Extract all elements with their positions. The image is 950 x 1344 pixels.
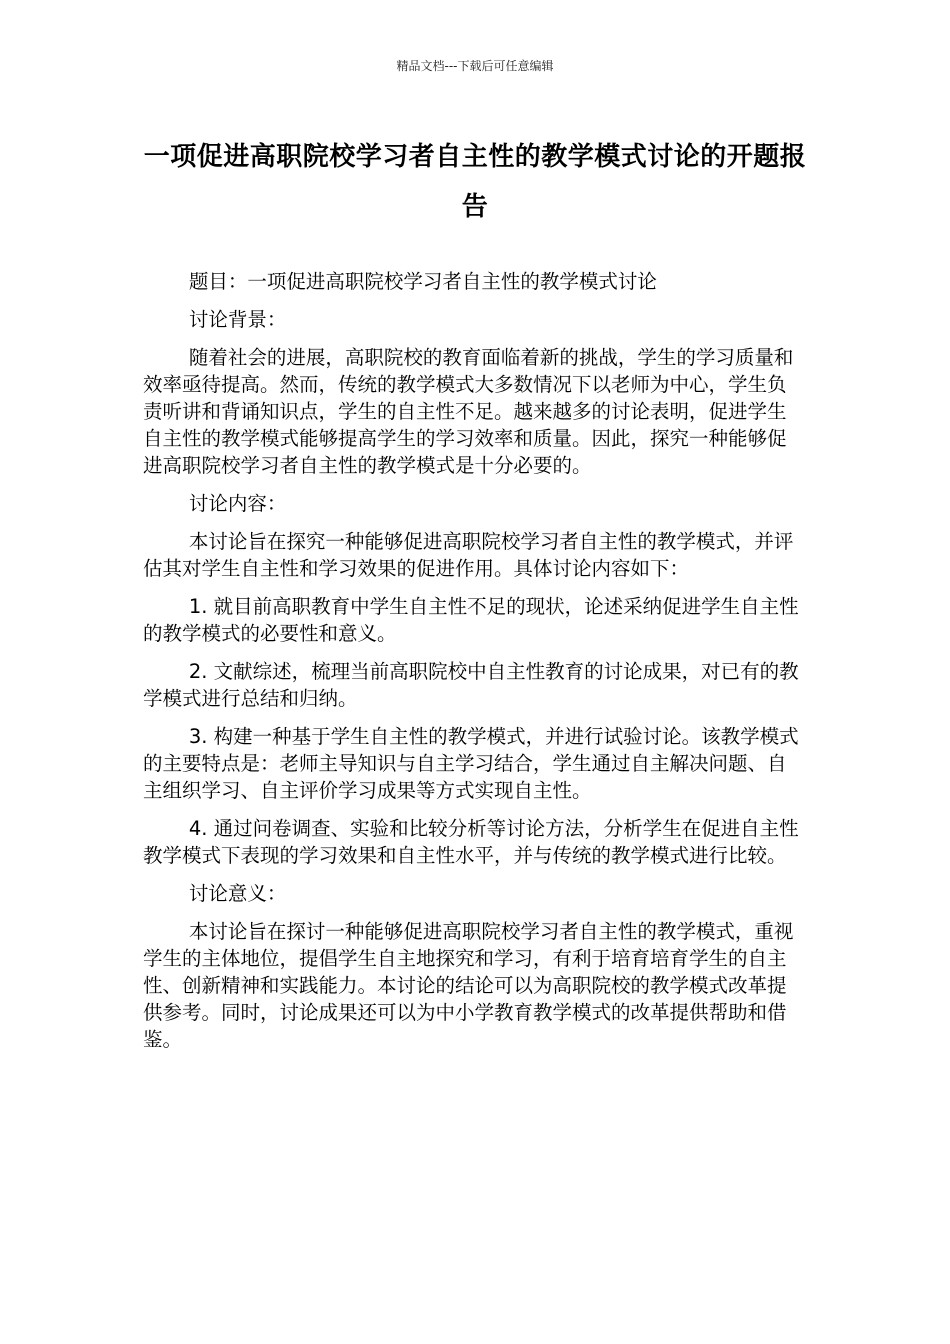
paragraph-content-intro: 本讨论旨在探究一种能够促进高职院校学习者自主性的教学模式，并评估其对学生自主性和学习效果的促进作用。具体讨论内容如下： — [143, 530, 794, 580]
document-title: 一项促进高职院校学习者自主性的教学模式讨论的开题报告 — [143, 142, 807, 222]
list-item-2: 2. 文献综述，梳理当前高职院校中自主性教育的讨论成果，对已有的教学模式进行总结和归纳。 — [143, 660, 799, 710]
document-body — [143, 268, 805, 1064]
heading-content: 讨论内容： — [188, 492, 287, 515]
list-item-4: 4. 通过问卷调查、实验和比较分析等讨论方法，分析学生在促进自主性教学模式下表现的学习效果和自主性水平，并与传统的教学模式进行比较。 — [143, 817, 799, 867]
heading-background: 讨论背景： — [188, 308, 287, 331]
paragraph-background: 随着社会的进展，高职院校的教育面临着新的挑战，学生的学习质量和效率亟待提高。然而，传统的教学模式大多数情况下以老师为中心，学生负责听讲和背诵知识点，学生的自主性不足。越来越多的讨论表明，促进学生自主性的教学模式能够提高学生的学习效率和质量。因此，探究一种能够促进高职院校学习者自主性的教学模式是十分必要的。 — [143, 346, 794, 477]
paragraph-topic: 题目：一项促进高职院校学习者自主性的教学模式讨论 — [188, 270, 657, 293]
heading-significance: 讨论意义： — [188, 882, 287, 905]
list-item-1: 1. 就目前高职教育中学生自主性不足的现状，论述采纳促进学生自主性的教学模式的必要性和意义。 — [143, 595, 799, 645]
list-item-3: 3. 构建一种基于学生自主性的教学模式，并进行试验讨论。该教学模式的主要特点是：老师主导知识与自主学习结合，学生通过自主解决问题、自主组织学习、自主评价学习成果等方式实现自主性。 — [143, 725, 799, 802]
paragraph-significance: 本讨论旨在探讨一种能够促进高职院校学习者自主性的教学模式，重视学生的主体地位，提倡学生自主地探究和学习，有利于培育培育学生的自主性、创新精神和实践能力。本讨论的结论可以为高职院校的教学模式改革提供参考。同时，讨论成果还可以为中小学教育教学模式的改革提供帮助和借鉴。 — [143, 920, 794, 1051]
header-note: 精品文档---下载后可任意编辑 — [396, 59, 554, 73]
